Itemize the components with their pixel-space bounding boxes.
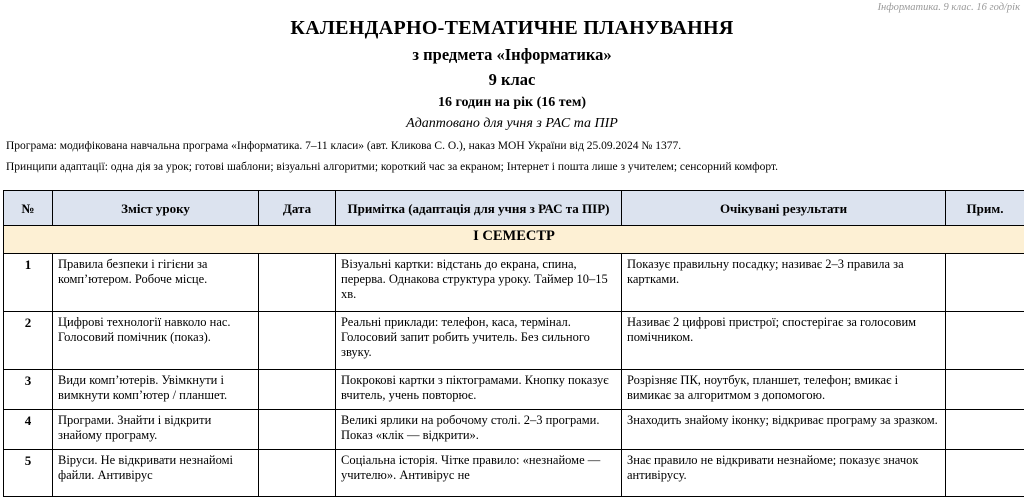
col-header-num: №: [4, 191, 53, 226]
table-header-row: [4, 191, 1024, 226]
adaptation-note: Великі ярлики на робочому столі. 2–3 програми. Показ «клік — відкрити».: [336, 410, 622, 450]
semester-label: І СЕМЕСТР: [4, 226, 1024, 254]
document-title: КАЛЕНДАРНО-ТЕМАТИЧНЕ ПЛАНУВАННЯ: [290, 17, 734, 39]
lesson-date[interactable]: [259, 450, 336, 497]
remark-cell[interactable]: [946, 254, 1024, 312]
col-header-results: Очікувані результати: [622, 191, 946, 226]
row-number: 3: [4, 370, 53, 410]
adaptation-note: Покрокові картки з піктограмами. Кнопку показує вчитель, учень повторює.: [336, 370, 622, 410]
adaptation-line: Адаптовано для учня з РАС та ПІР: [406, 116, 618, 131]
table-row: [4, 410, 1024, 450]
col-header-date: Дата: [259, 191, 336, 226]
subject-line: з предмета «Інформатика»: [412, 45, 612, 64]
semester-row: [4, 226, 1024, 254]
expected-results: Знаходить знайому іконку; відкриває програму за зразком.: [622, 410, 946, 450]
lesson-content: Цифрові технології навколо нас. Голосовий помічник (показ).: [53, 312, 259, 370]
lesson-content: Види комп’ютерів. Увімкнути і вимкнути комп’ютер / планшет.: [53, 370, 259, 410]
col-header-remark: Прим.: [946, 191, 1024, 226]
lesson-date[interactable]: [259, 254, 336, 312]
adaptation-note: Реальні приклади: телефон, каса, термінал. Голосовий запит робить учитель. Без сильного звуку.: [336, 312, 622, 370]
program-line: Програма: модифікована навчальна програма «Інформатика. 7–11 класи» (авт. Кликова С. О.), наказ МОН України від 25.09.2024 № 1377.: [6, 140, 682, 152]
expected-results: Розрізняє ПК, ноутбук, планшет, телефон; вмикає і вимикає за алгоритмом з допомогою.: [622, 370, 946, 410]
row-number: 4: [4, 410, 53, 450]
lesson-content: Програми. Знайти і відкрити знайому програму.: [53, 410, 259, 450]
table-row: [4, 254, 1024, 312]
principles-line: Принципи адаптації: одна дія за урок; готові шаблони; візуальні алгоритми; короткий час за екраном; Інтернет і пошта лише з учителем; сенсорний комфорт.: [6, 161, 778, 173]
document-header-note: Інформатика. 9 клас. 16 год/рік: [877, 2, 1020, 13]
expected-results: Показує правильну посадку; називає 2–3 правила за картками.: [622, 254, 946, 312]
remark-cell[interactable]: [946, 370, 1024, 410]
col-header-content: Зміст уроку: [53, 191, 259, 226]
grade-line: 9 клас: [488, 70, 536, 89]
adaptation-note: Соціальна історія. Чітке правило: «незнайоме — учителю». Антивірус не: [336, 450, 622, 497]
planning-table: [3, 190, 1024, 497]
lesson-date[interactable]: [259, 312, 336, 370]
lesson-date[interactable]: [259, 370, 336, 410]
lesson-content: Правила безпеки і гігієни за комп’ютером. Робоче місце.: [53, 254, 259, 312]
table-row: [4, 312, 1024, 370]
row-number: 5: [4, 450, 53, 497]
row-number: 1: [4, 254, 53, 312]
lesson-content: Віруси. Не відкривати незнайомі файли. Антивірус: [53, 450, 259, 497]
table-row: [4, 370, 1024, 410]
expected-results: Називає 2 цифрові пристрої; спостерігає за голосовим помічником.: [622, 312, 946, 370]
lesson-date[interactable]: [259, 410, 336, 450]
remark-cell[interactable]: [946, 450, 1024, 497]
col-header-note: Примітка (адаптація для учня з РАС та ПІР): [336, 191, 622, 226]
row-number: 2: [4, 312, 53, 370]
expected-results: Знає правило не відкривати незнайоме; показує значок антивірусу.: [622, 450, 946, 497]
table-row: [4, 450, 1024, 497]
remark-cell[interactable]: [946, 410, 1024, 450]
adaptation-note: Візуальні картки: відстань до екрана, спина, перерва. Однакова структура уроку. Таймер 10–15 хв.: [336, 254, 622, 312]
remark-cell[interactable]: [946, 312, 1024, 370]
hours-line: 16 годин на рік (16 тем): [437, 95, 587, 110]
